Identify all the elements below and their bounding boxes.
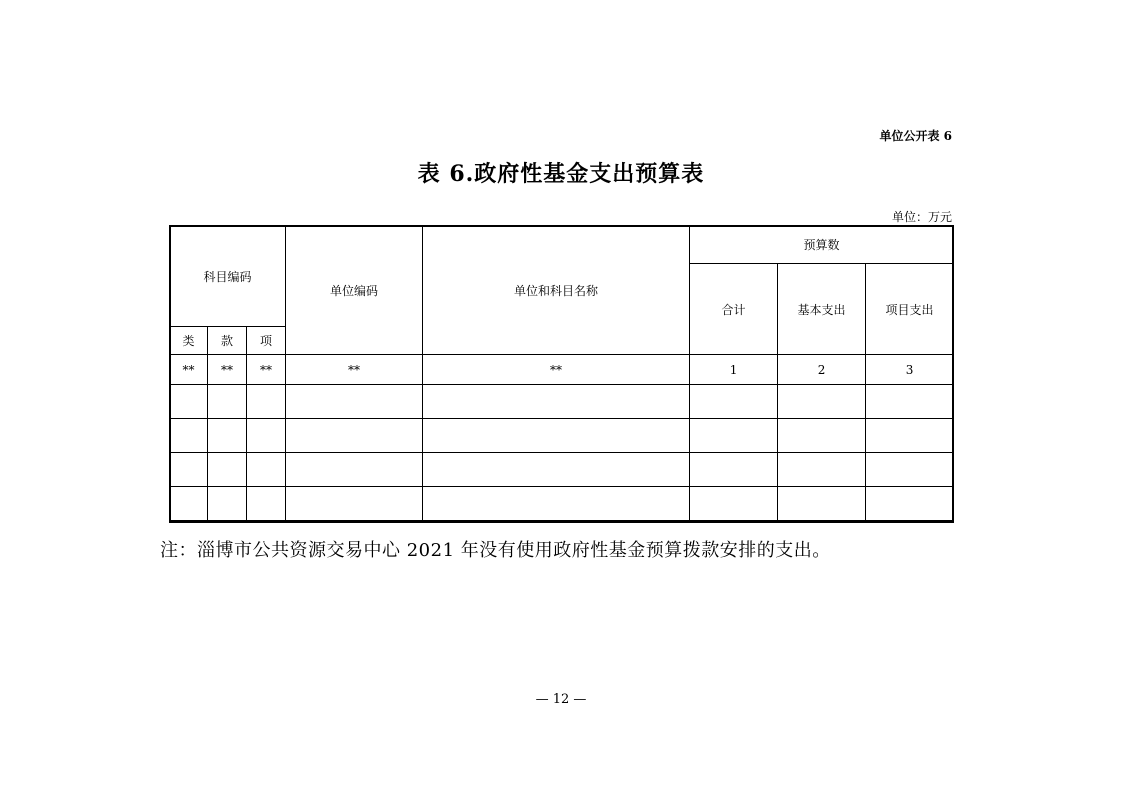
table-cell: ** — [170, 355, 208, 385]
table-cell — [170, 453, 208, 487]
table-cell — [423, 385, 690, 419]
table-cell — [778, 419, 866, 453]
table-cell — [208, 419, 247, 453]
header-class: 类 — [170, 327, 208, 355]
table-cell — [247, 453, 286, 487]
table-cell — [170, 487, 208, 521]
header-unit-subject-name: 单位和科目名称 — [423, 226, 690, 355]
table-cell — [866, 385, 954, 419]
table-cell — [170, 419, 208, 453]
table-cell — [866, 419, 954, 453]
table-cell: ** — [423, 355, 690, 385]
table-cell — [208, 453, 247, 487]
page-number: — 12 — — [535, 692, 587, 707]
table-cell: 1 — [690, 355, 778, 385]
table-cell — [778, 385, 866, 419]
table-cell — [286, 487, 423, 521]
table-cell — [208, 487, 247, 521]
table-cell: 2 — [778, 355, 866, 385]
table-cell — [690, 385, 778, 419]
header-basic-expense: 基本支出 — [778, 264, 866, 355]
page-title: 表 6.政府性基金支出预算表 — [417, 161, 705, 187]
footnote: 注：淄博市公共资源交易中心 2021 年没有使用政府性基金预算拨款安排的支出。 — [160, 540, 831, 561]
header-project-expense: 项目支出 — [866, 264, 954, 355]
table-cell: ** — [208, 355, 247, 385]
table-cell — [247, 419, 286, 453]
table-cell: ** — [247, 355, 286, 385]
table-cell — [170, 385, 208, 419]
budget-table — [169, 225, 954, 521]
header-unit-code: 单位编码 — [286, 226, 423, 355]
header-item: 项 — [247, 327, 286, 355]
table-cell — [286, 419, 423, 453]
table-row — [170, 355, 954, 385]
table-cell — [286, 385, 423, 419]
table-row — [170, 419, 954, 453]
table-cell — [690, 487, 778, 521]
table-cell: 3 — [866, 355, 954, 385]
table-cell — [208, 385, 247, 419]
table-cell: ** — [286, 355, 423, 385]
table-cell — [866, 453, 954, 487]
table-cell — [423, 487, 690, 521]
header-budget: 预算数 — [690, 226, 954, 264]
table-cell — [423, 419, 690, 453]
table-cell — [690, 419, 778, 453]
table-row — [170, 385, 954, 419]
table-row — [170, 453, 954, 487]
table-cell — [286, 453, 423, 487]
table-cell — [778, 453, 866, 487]
table-cell — [247, 487, 286, 521]
table-cell — [866, 487, 954, 521]
table-cell — [690, 453, 778, 487]
document-number: 单位公开表 6 — [879, 129, 952, 143]
header-kuan: 款 — [208, 327, 247, 355]
table-cell — [778, 487, 866, 521]
header-subject-code: 科目编码 — [170, 226, 286, 327]
header-total: 合计 — [690, 264, 778, 355]
table-cell — [423, 453, 690, 487]
unit-label: 单位：万元 — [891, 210, 952, 224]
table-cell — [247, 385, 286, 419]
table-row — [170, 487, 954, 521]
